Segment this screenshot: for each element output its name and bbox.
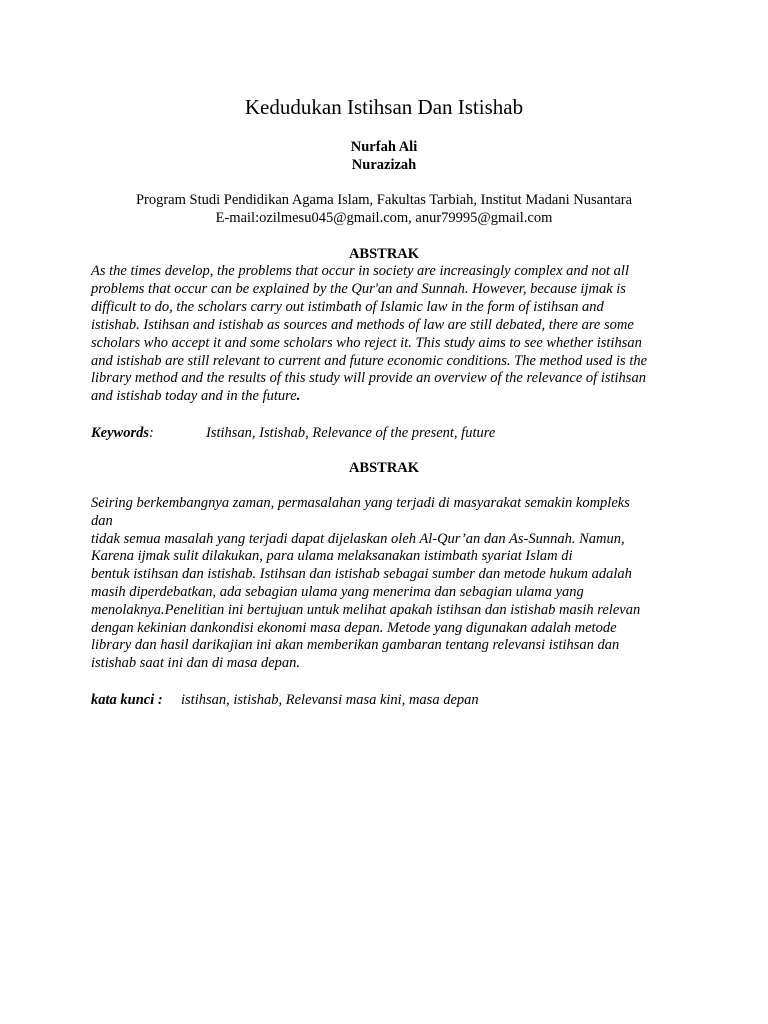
abstract-heading-english: ABSTRAK — [348, 246, 420, 262]
keywords-values: Istihsan, Istishab, Relevance of the present, future — [206, 425, 496, 441]
abstract-english — [91, 263, 681, 406]
affiliation-block — [0, 191, 768, 227]
kata-kunci-label: kata kunci : — [91, 692, 163, 708]
abstract-line: istishab. Istihsan and istishab as sources and methods of law are still debated, there are some — [91, 316, 634, 333]
paper-title: Kedudukan Istihsan Dan Istishab — [244, 95, 524, 119]
author-name: Nurazizah — [351, 157, 417, 173]
abstract-line: dengan kekinian dankondisi ekonomi masa depan. Metode yang digunakan adalah metode — [91, 619, 617, 636]
abstract-last-line-text: and istishab today and in the future — [91, 388, 297, 405]
author-name: Nurfah Ali — [350, 139, 418, 155]
abstract-line: masih diperdebatkan, ada sebagian ulama yang menerima dan sebagian ulama yang — [91, 583, 584, 600]
abstract-line: dan — [91, 512, 113, 529]
abstract-line: library method and the results of this study will provide an overview of the relevance of istihsan — [91, 370, 646, 387]
abstract-line: scholars who accept it and some scholars who reject it. This study aims to see whether istihsan — [91, 334, 642, 351]
keywords-row-english — [91, 424, 496, 442]
abstract-line: and istishab are still relevant to current and future economic conditions. The method used is the — [91, 352, 648, 369]
abstract-line: difficult to do, the scholars carry out istimbath of Islamic law in the form of istihsan and — [91, 298, 604, 315]
abstract-line: Karena ijmak sulit dilakukan, para ulama melaksanakan istimbath syariat Islam di — [91, 548, 573, 565]
abstract-line: library dan hasil darikajian ini akan memberikan gambaran tentang relevansi istihsan dan — [91, 637, 620, 654]
abstract-line: problems that occur can be explained by the Qur'an and Sunnah. However, because ijmak is — [91, 280, 626, 297]
affiliation-text: Program Studi Pendidikan Agama Islam, Fakultas Tarbiah, Institut Madani Nusantara — [135, 192, 633, 208]
keywords-label: Keywords — [91, 425, 149, 441]
abstract-line: istishab saat ini dan di masa depan. — [91, 655, 301, 672]
abstract-indonesian — [91, 495, 681, 673]
abstract-line: tidak semua masalah yang terjadi dapat dijelaskan oleh Al-Qur’an dan As-Sunnah. Namun, — [91, 530, 625, 547]
author-list — [0, 138, 768, 174]
abstract-line — [91, 388, 681, 406]
keywords-colon: : — [149, 425, 154, 441]
abstract-line: bentuk istihsan dan istishab. Istihsan dan istishab sebagai sumber dan metode hukum adalah — [91, 566, 632, 583]
abstract-final-period: . — [296, 388, 301, 405]
abstract-line: As the times develop, the problems that occur in society are increasingly complex and not all — [91, 263, 629, 279]
abstract-line: menolaknya.Penelitian ini bertujuan untuk melihat apakah istihsan dan istishab masih relevan — [91, 601, 641, 618]
kata-kunci-values: istihsan, istishab, Relevansi masa kini, masa depan — [181, 692, 479, 708]
abstract-line: Seiring berkembangnya zaman, permasalahan yang terjadi di masyarakat semakin kompleks — [91, 495, 630, 511]
keywords-row-indonesian — [91, 691, 479, 709]
abstract-heading-indonesian: ABSTRAK — [348, 460, 420, 476]
email-text: E-mail:ozilmesu045@gmail.com, anur79995@gmail.com — [215, 210, 553, 226]
